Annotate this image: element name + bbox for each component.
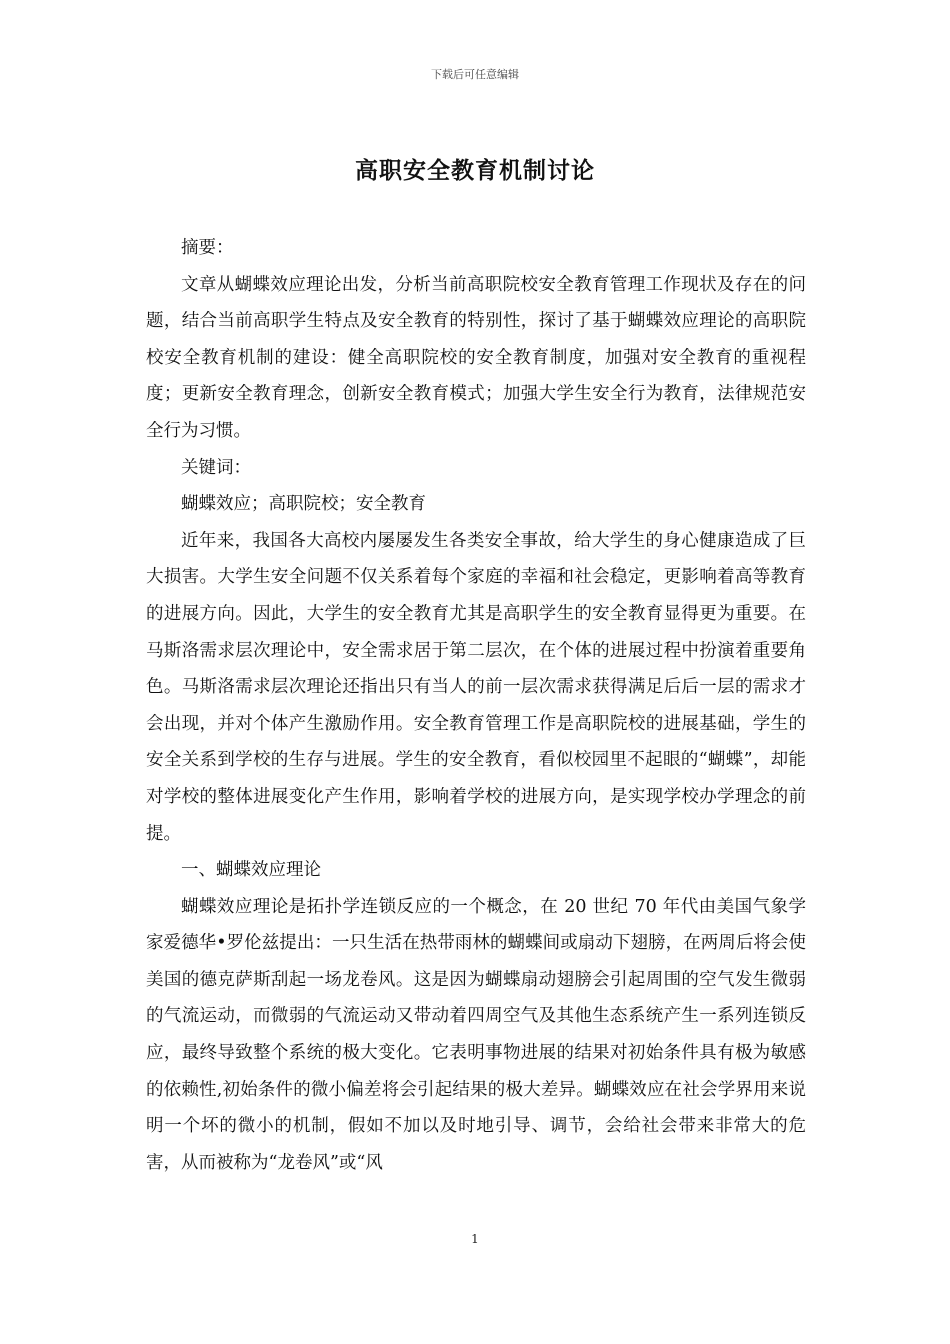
section-paragraph: 蝴蝶效应理论是拓扑学连锁反应的一个概念，在 20 世纪 70 年代由美国气象学家爱德华•罗伦兹提出：一只生活在热带雨林的蝴蝶间或扇动下翅膀，在两周后将会使美国的德克萨斯刮起一场龙卷风。这是因为蝴蝶扇动翅膀会引起周围的空气发生微弱的气流运动，而微弱的气流运动又带动着四周空气及其他生态系统产生一系列连锁反应，最终导致整个系统的极大变化。它表明事物进展的结果对初始条件具有极为敏感的依赖性,初始条件的微小偏差将会引起结果的极大差异。蝴蝶效应在社会学界用来说明一个坏的微小的机制，假如不加以及时地引导、调节，会给社会带来非常大的危害，从而被称为“龙卷风”或“风 bbox=[146, 896, 806, 1173]
header-note: 下载后可任意编辑 bbox=[431, 68, 519, 81]
keywords-heading: 关键词： bbox=[181, 457, 251, 478]
section-heading: 一、蝴蝶效应理论 bbox=[181, 860, 321, 881]
page-number: 1 bbox=[471, 1232, 479, 1246]
abstract-heading: 摘要： bbox=[181, 238, 234, 258]
intro-paragraph: 近年来，我国各大高校内屡屡发生各类安全事故，给大学生的身心健康造成了巨大损害。大学生安全问题不仅关系着每个家庭的幸福和社会稳定，更影响着高等教育的进展方向。因此，大学生的安全教育尤其是高职学生的安全教育显得更为重要。在马斯洛需求层次理论中，安全需求居于第二层次，在个体的进展过程中扮演着重要角色。马斯洛需求层次理论还指出只有当人的前一层次需求获得满足后后一层的需求才会出现，并对个体产生激励作用。安全教育管理工作是高职院校的进展基础，学生的安全关系到学校的生存与进展。学生的安全教育，看似校园里不起眼的“蝴蝶”，却能对学校的整体进展变化产生作用，影响着学校的进展方向，是实现学校办学理念的前提。 bbox=[146, 530, 806, 844]
keywords-list: 蝴蝶效应；高职院校；安全教育 bbox=[181, 494, 426, 515]
document-body bbox=[146, 230, 806, 1181]
document-title: 高职安全教育机制讨论 bbox=[355, 158, 595, 184]
abstract-paragraph: 文章从蝴蝶效应理论出发，分析当前高职院校安全教育管理工作现状及存在的问题，结合当前高职学生特点及安全教育的特别性，探讨了基于蝴蝶效应理论的高职院校安全教育机制的建设：健全高职院校的安全教育制度，加强对安全教育的重视程度；更新安全教育理念，创新安全教育模式；加强大学生安全行为教育，法律规范安全行为习惯。 bbox=[146, 274, 806, 441]
